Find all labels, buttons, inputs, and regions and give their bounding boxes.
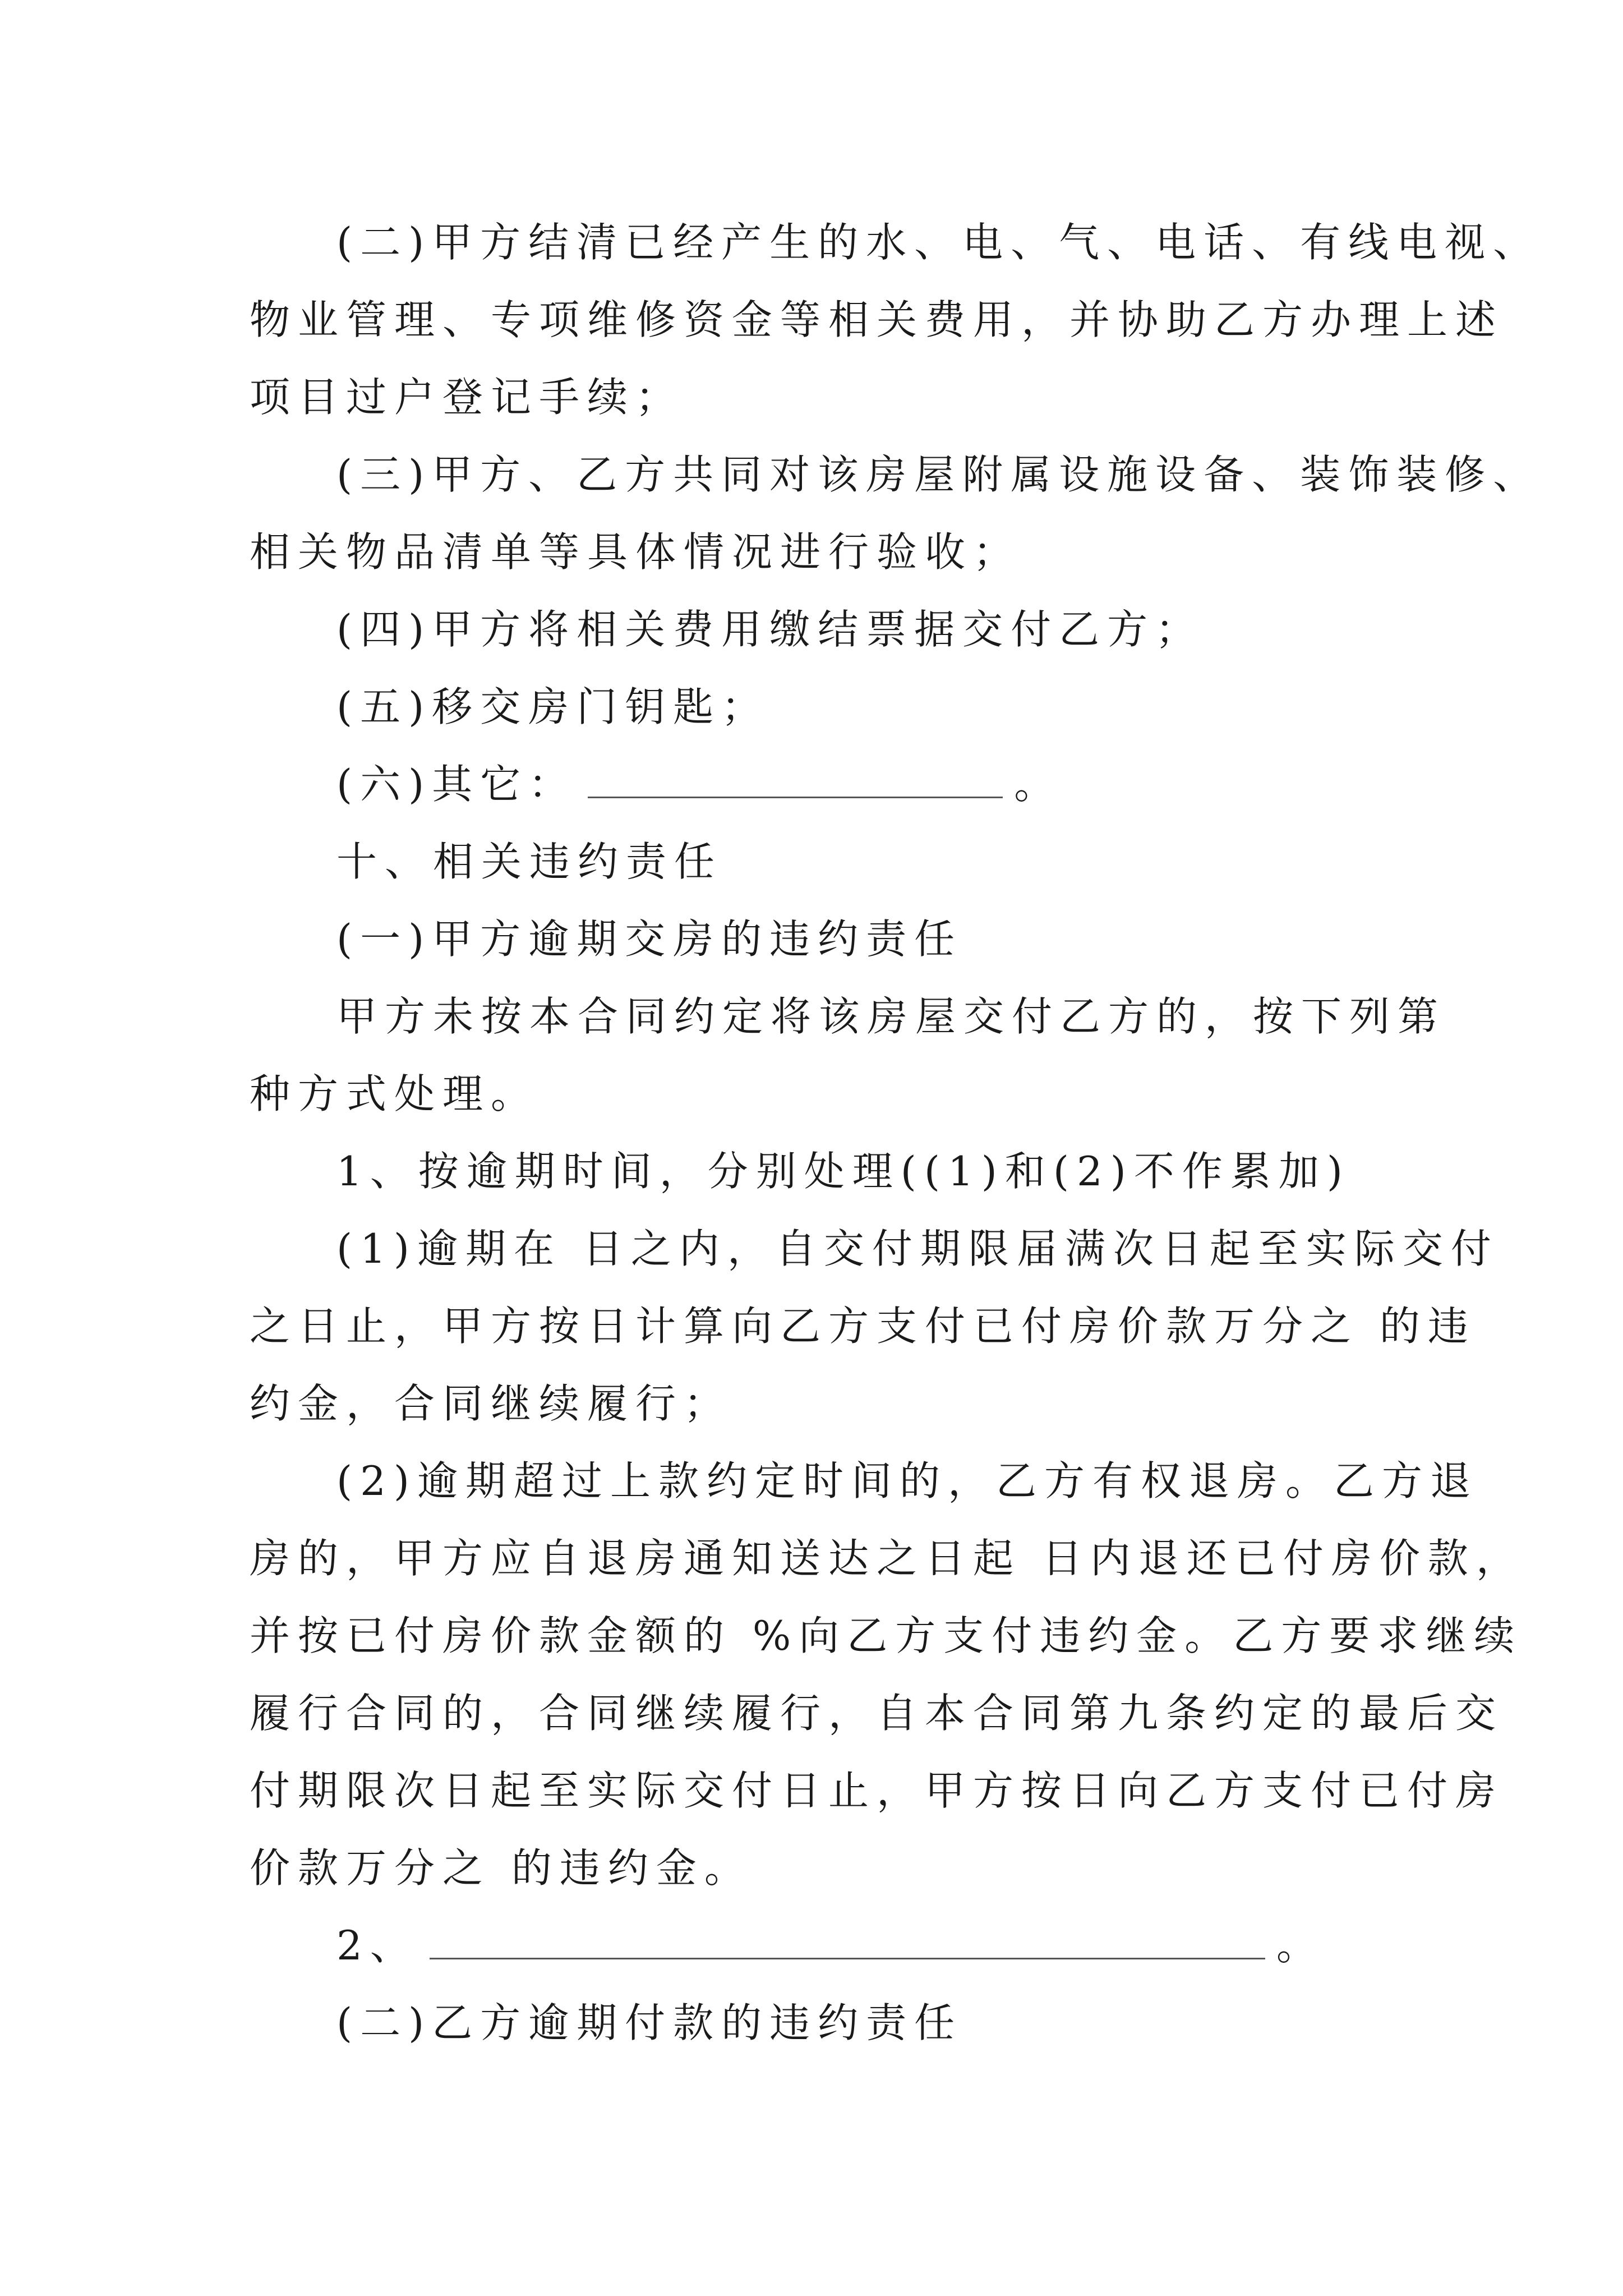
paragraph-line: 履行合同的，合同继续履行，自本合同第九条约定的最后交 <box>250 1690 1504 1737</box>
paragraph-line: 付期限次日起至实际交付日止，甲方按日向乙方支付已付房 <box>250 1767 1504 1814</box>
paragraph-line: 相关物品清单等具体情况进行验收； <box>250 528 1022 576</box>
paragraph-line: 价款万分之 的违约金。 <box>250 1844 753 1892</box>
section-heading: 十、相关违约责任 <box>336 838 723 885</box>
paragraph-line: 项目过户登记手续； <box>250 374 684 421</box>
subsection-heading: (二)乙方逾期付款的违约责任 <box>336 1999 963 2046</box>
item-label: (六)其它： <box>336 761 577 808</box>
paragraph-line: (2)逾期超过上款约定时间的，乙方有权退房。乙方退 <box>336 1457 1478 1504</box>
item-label: 2、 <box>336 1922 418 1969</box>
paragraph-line: (四)甲方将相关费用缴结票据交付乙方； <box>336 606 1204 653</box>
item-end: 。 <box>1014 761 1063 808</box>
item-end: 。 <box>1276 1922 1325 1969</box>
paragraph-line: 并按已付房价款金额的 %向乙方支付违约金。乙方要求继续 <box>250 1612 1523 1659</box>
paragraph-line: 物业管理、专项维修资金等相关费用，并协助乙方办理上述 <box>250 296 1504 343</box>
paragraph-line-with-blank <box>336 761 1063 808</box>
paragraph-line: 之日止，甲方按日计算向乙方支付已付房价款万分之 的违 <box>250 1303 1476 1350</box>
fill-in-blank <box>430 1953 1265 1959</box>
paragraph-line: (二)甲方结清已经产生的水、电、气、电话、有线电视、 <box>336 219 1542 266</box>
paragraph-line: 种方式处理。 <box>250 1070 540 1117</box>
paragraph-line: 甲方未按本合同约定将该房屋交付乙方的，按下列第 <box>336 993 1446 1040</box>
subsection-heading: (一)甲方逾期交房的违约责任 <box>336 915 963 963</box>
paragraph-line: (1)逾期在 日之内，自交付期限届满次日起至实际交付 <box>336 1225 1499 1272</box>
paragraph-line: 约金，合同继续履行； <box>250 1380 732 1427</box>
paragraph-line-with-blank <box>336 1922 1325 1969</box>
paragraph-line: (五)移交房门钥匙； <box>336 683 770 730</box>
paragraph-line: 1、按逾期时间，分别处理((1)和(2)不作累加) <box>336 1148 1350 1195</box>
paragraph-line: 房的，甲方应自退房通知送达之日起 日内退还已付房价款， <box>250 1535 1524 1582</box>
fill-in-blank <box>588 792 1003 798</box>
paragraph-line: (三)甲方、乙方共同对该房屋附属设施设备、装饰装修、 <box>336 451 1542 498</box>
